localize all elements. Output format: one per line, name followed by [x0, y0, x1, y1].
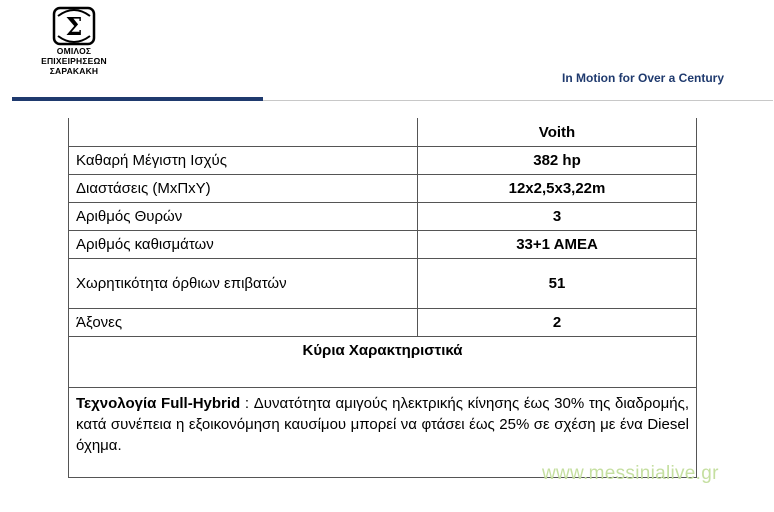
header-rule: [263, 100, 773, 101]
row-value: 33+1 ΑΜΕΑ: [418, 231, 697, 259]
svg-text:Σ: Σ: [65, 12, 83, 41]
watermark: www.messinialive.gr: [542, 463, 719, 484]
spec-table: [68, 118, 697, 478]
section-title-row: [69, 337, 697, 388]
sigma-emblem-icon: [52, 6, 96, 46]
feature-term: Τεχνολογία Full-Hybrid: [76, 395, 241, 412]
table-header-row: [69, 118, 697, 147]
table-row: [69, 203, 697, 231]
row-label: Αριθμός καθισμάτων: [69, 231, 418, 259]
row-label: Χωρητικότητα όρθιων επιβατών: [69, 259, 418, 309]
row-label: Αριθμός Θυρών: [69, 203, 418, 231]
table-header-empty-cell: [69, 118, 418, 147]
header-rule-accent: [12, 97, 263, 101]
row-value: 51: [418, 259, 697, 309]
tagline: In Motion for Over a Century: [562, 71, 725, 85]
feature-text: : Δυνατότητα αμιγούς ηλεκτρικής κίνησης έως 30% της διαδρομής, κατά συνέπεια η εξοικονόμηση καυσίμου μπορεί να φτάσει έως 25% σε σχέση με ένα Diesel όχημα.: [76, 395, 689, 454]
logo-line-1: ΟΜΙΛΟΣ: [56, 46, 92, 56]
table-row: [69, 309, 697, 337]
section-title: Κύρια Χαρακτηριστικά: [69, 337, 697, 388]
row-value: 382 hp: [418, 147, 697, 175]
table-header-value: Voith: [418, 118, 697, 147]
row-label: Άξονες: [69, 309, 418, 337]
row-value: 3: [418, 203, 697, 231]
logo-line-2: ΕΠΙΧΕΙΡΗΣΕΩΝ: [41, 56, 107, 66]
row-label: Διαστάσεις (ΜxΠxΥ): [69, 175, 418, 203]
row-value: 12x2,5x3,22m: [418, 175, 697, 203]
table-row: [69, 147, 697, 175]
row-value: 2: [418, 309, 697, 337]
table-row: [69, 231, 697, 259]
row-label: Καθαρή Μέγιστη Ισχύς: [69, 147, 418, 175]
logo-line-3: ΣΑΡΑΚΑΚΗ: [49, 66, 99, 76]
company-logo: [28, 6, 120, 76]
table-row: [69, 259, 697, 309]
table-row: [69, 175, 697, 203]
